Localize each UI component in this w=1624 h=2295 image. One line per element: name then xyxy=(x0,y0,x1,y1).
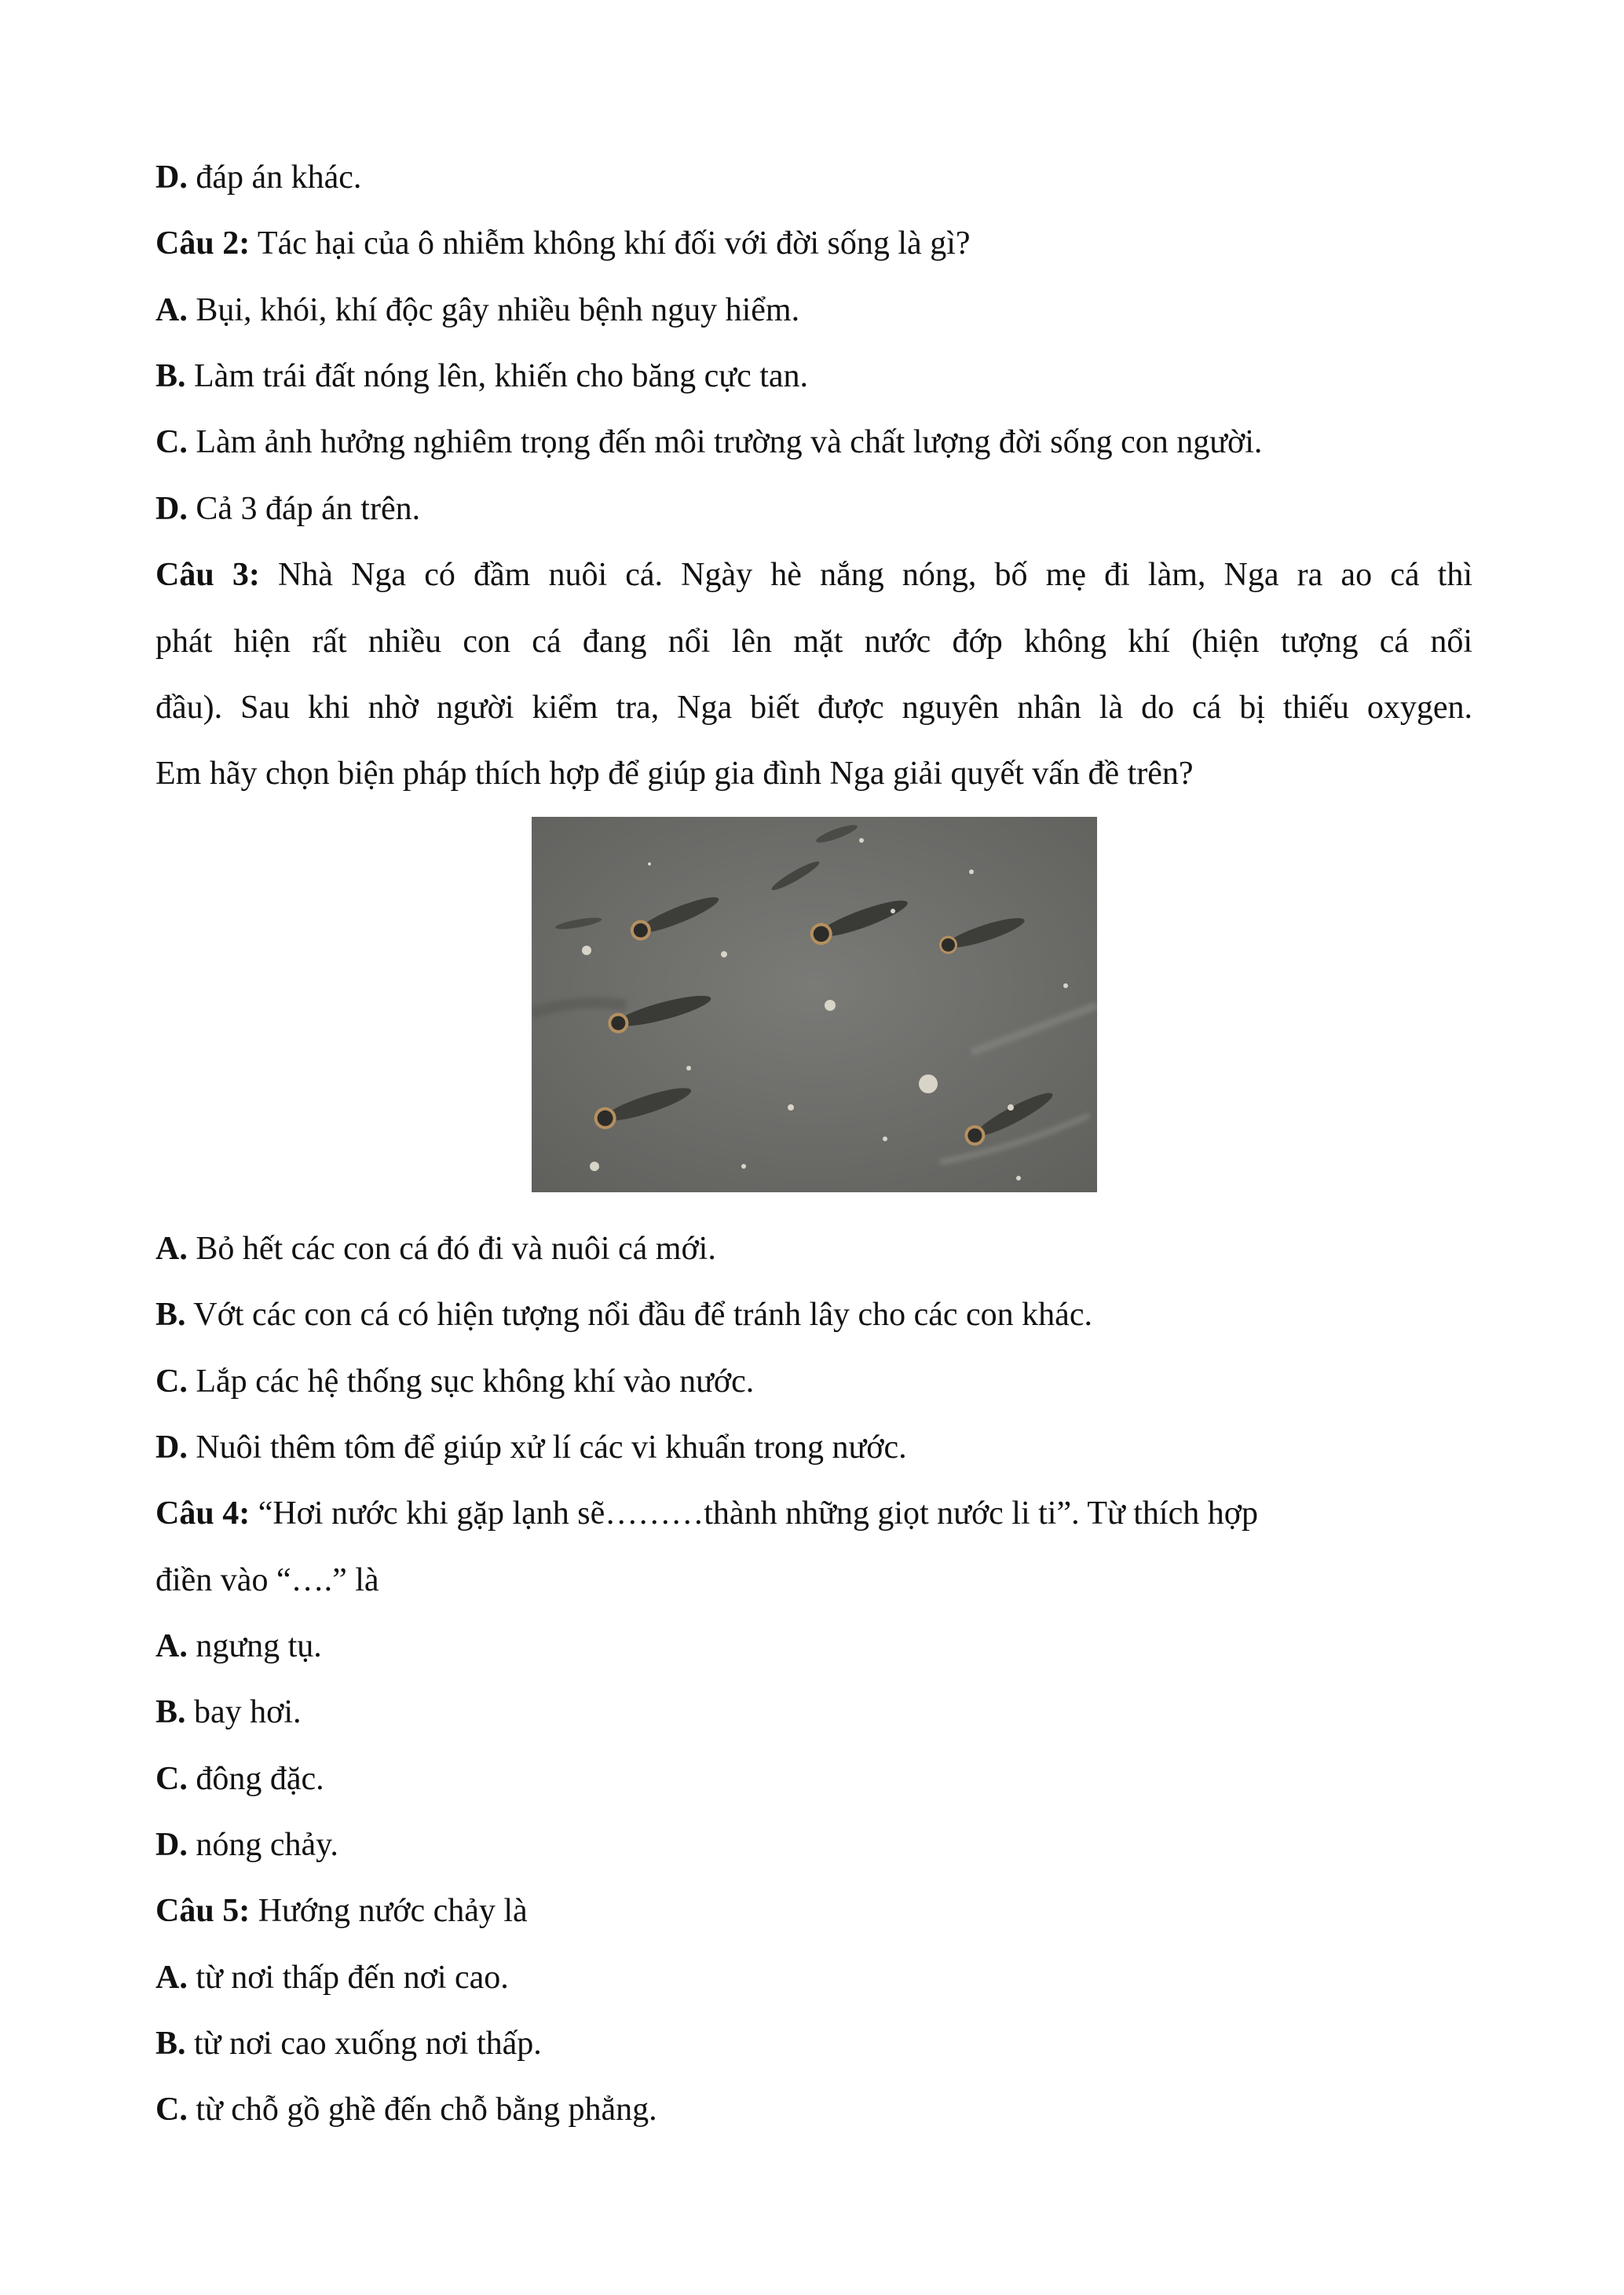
option-letter: D. xyxy=(155,491,188,527)
question-text-line xyxy=(155,618,1472,665)
question-text: đầu). Sau khi nhờ người kiểm tra, Nga biết được nguyên nhân là do cá bị thiếu oxygen. xyxy=(155,690,1472,726)
answer-option xyxy=(155,287,799,334)
option-text: Nuôi thêm tôm để giúp xử lí các vi khuẩn trong nước. xyxy=(187,1429,907,1466)
question-label: Câu 5: xyxy=(155,1893,251,1929)
option-text: Làm trái đất nóng lên, khiến cho băng cực tan. xyxy=(185,358,809,394)
option-text: từ nơi cao xuống nơi thấp. xyxy=(185,2026,542,2062)
option-letter: A. xyxy=(155,1628,188,1664)
option-text: ngưng tụ. xyxy=(187,1628,322,1664)
option-letter: B. xyxy=(155,1297,186,1333)
option-letter: C. xyxy=(155,424,188,460)
answer-option xyxy=(155,1424,907,1471)
question-heading xyxy=(155,1490,1258,1537)
option-text: Làm ảnh hưởng nghiêm trọng đến môi trường và chất lượng đời sống con người. xyxy=(187,424,1263,460)
question-heading xyxy=(155,551,1472,598)
option-letter: A. xyxy=(155,292,188,328)
option-letter: C. xyxy=(155,1363,188,1400)
option-text: đông đặc. xyxy=(187,1761,324,1797)
question-heading xyxy=(155,1887,528,1934)
question-text-line xyxy=(155,750,1194,797)
question-label: Câu 4: xyxy=(155,1495,251,1532)
option-letter: B. xyxy=(155,1694,186,1730)
answer-option xyxy=(155,1358,754,1405)
question-label: Câu 3: xyxy=(155,557,260,593)
question-label: Câu 2: xyxy=(155,225,251,262)
option-text: từ chỗ gồ ghề đến chỗ bằng phẳng. xyxy=(187,2092,657,2128)
answer-option xyxy=(155,1623,322,1670)
answer-option xyxy=(155,1755,324,1803)
option-letter: B. xyxy=(155,2026,186,2062)
question-text: “Hơi nước khi gặp lạnh sẽ………thành những giọt nước li ti”. Từ thích hợp xyxy=(250,1495,1258,1532)
question-text-line xyxy=(155,684,1472,731)
question-text: Tác hại của ô nhiễm không khí đối với đời sống là gì? xyxy=(250,225,971,262)
answer-option xyxy=(155,1225,716,1272)
fish-surface-image xyxy=(532,817,1097,1192)
answer-option xyxy=(155,1291,1092,1338)
option-text: Cả 3 đáp án trên. xyxy=(187,491,421,527)
option-text: đáp án khác. xyxy=(187,159,362,196)
answer-option xyxy=(155,419,1262,466)
fish-pond-photo xyxy=(532,817,1097,1192)
option-text: nóng chảy. xyxy=(187,1827,338,1863)
option-letter: D. xyxy=(155,1429,188,1466)
option-letter: A. xyxy=(155,1960,188,1996)
question-heading xyxy=(155,220,971,267)
answer-option xyxy=(155,485,420,533)
option-text: từ nơi thấp đến nơi cao. xyxy=(187,1960,509,1996)
option-letter: B. xyxy=(155,358,186,394)
option-letter: C. xyxy=(155,2092,188,2128)
option-text: Bụi, khói, khí độc gây nhiều bệnh nguy hiểm. xyxy=(187,292,800,328)
answer-option xyxy=(155,1689,302,1736)
question-text: Nhà Nga có đầm nuôi cá. Ngày hè nắng nóng, bố mẹ đi làm, Nga ra ao cá thì xyxy=(259,557,1472,593)
option-letter: A. xyxy=(155,1231,188,1267)
question-text: Em hãy chọn biện pháp thích hợp để giúp gia đình Nga giải quyết vấn đề trên? xyxy=(155,756,1194,792)
option-text: bay hơi. xyxy=(185,1694,302,1730)
option-letter: D. xyxy=(155,1827,188,1863)
option-text: Lắp các hệ thống sục không khí vào nước. xyxy=(187,1363,755,1400)
question-text: phát hiện rất nhiều con cá đang nổi lên mặt nước đớp không khí (hiện tượng cá nổi xyxy=(155,624,1472,660)
question-text: Hướng nước chảy là xyxy=(250,1893,528,1929)
option-text: Bỏ hết các con cá đó đi và nuôi cá mới. xyxy=(187,1231,716,1267)
answer-option xyxy=(155,1954,509,2001)
option-letter: D. xyxy=(155,159,188,196)
option-text: Vớt các con cá có hiện tượng nổi đầu để tránh lây cho các con khác. xyxy=(185,1297,1092,1333)
answer-option xyxy=(155,2020,542,2067)
answer-option xyxy=(155,1821,338,1869)
question-text: điền vào “….” là xyxy=(155,1562,379,1598)
answer-option xyxy=(155,2086,657,2133)
option-letter: C. xyxy=(155,1761,188,1797)
answer-option xyxy=(155,154,361,201)
question-text-line xyxy=(155,1557,379,1604)
answer-option xyxy=(155,353,808,400)
